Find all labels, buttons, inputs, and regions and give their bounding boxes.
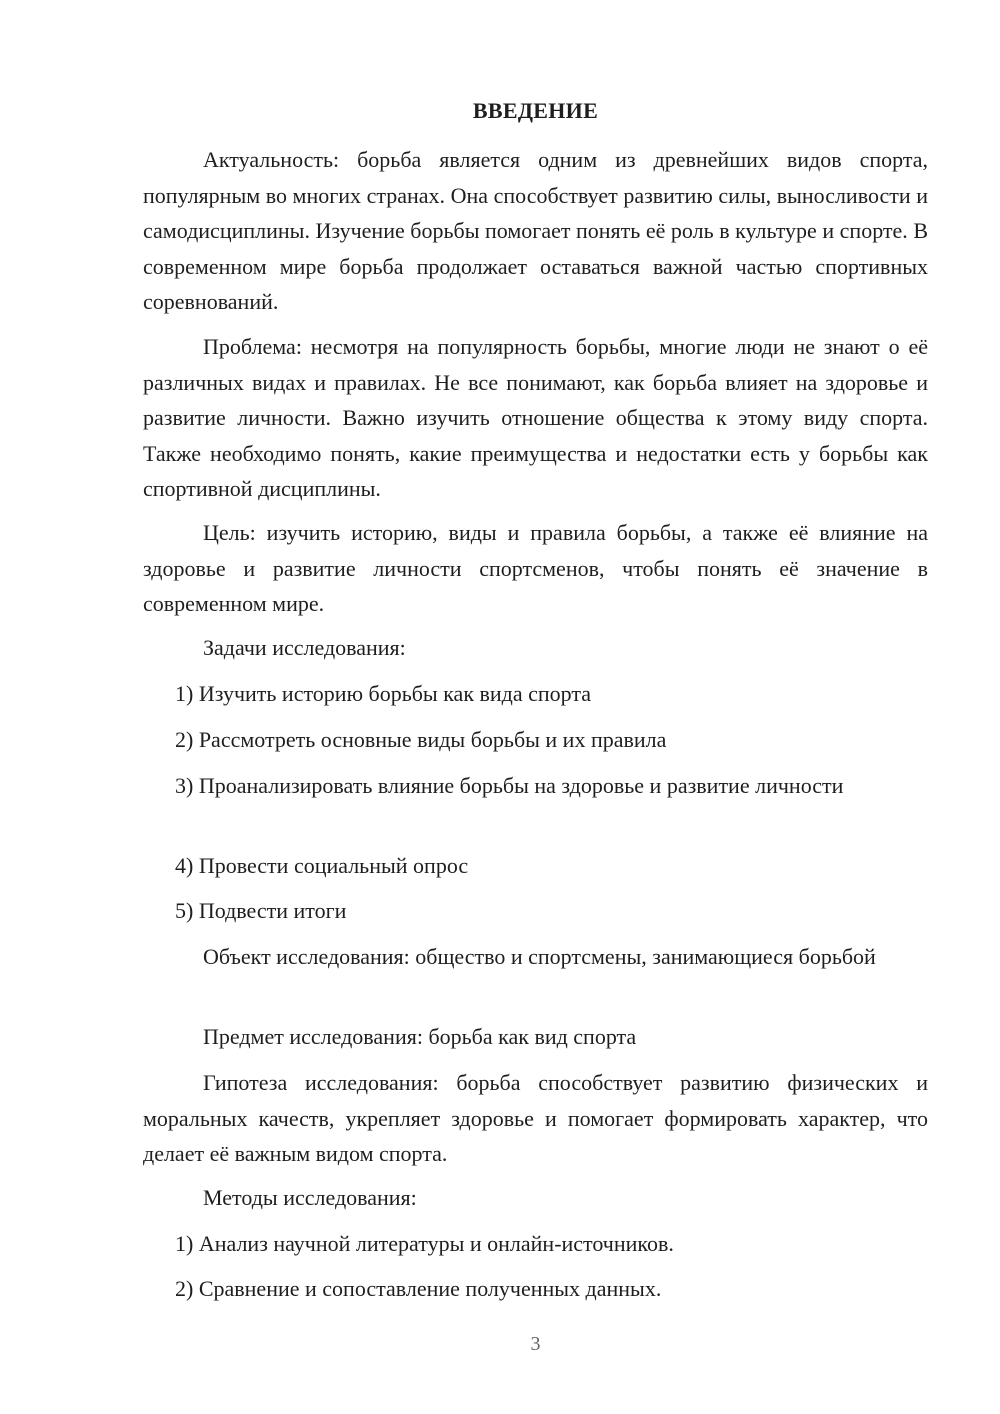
methods-heading: Методы исследования: xyxy=(203,1185,417,1210)
goal-paragraph: Цель: изучить историю, виды и правила борьбы, а также её влияние на здоровье и развитие личности спортсменов, чтобы понять её значение в современном мире. xyxy=(143,520,928,616)
relevance-paragraph: Актуальность: борьба является одним из древнейших видов спорта, популярным во многих странах. Она способствует развитию силы, выносливости и самодисциплины. Изучение борьбы помогает понять её роль в культуре и спорте. В современном мире борьба продолжает оставаться важной частью спортивных соревнований. xyxy=(143,147,928,314)
object-paragraph: Объект исследования: общество и спортсмены, занимающиеся борьбой xyxy=(203,944,876,969)
document-page xyxy=(143,0,928,1414)
task-item-1: 1) Изучить историю борьбы как вида спорта xyxy=(175,681,592,706)
method-item-1: 1) Анализ научной литературы и онлайн-источников. xyxy=(175,1231,674,1256)
task-item-2: 2) Рассмотреть основные виды борьбы и их правила xyxy=(175,727,667,752)
hypothesis-paragraph: Гипотеза исследования: борьба способствует развитию физических и моральных качеств, укрепляет здоровье и помогает формировать характер, что делает её важным видом спорта. xyxy=(143,1070,928,1166)
task-item-4: 4) Провести социальный опрос xyxy=(175,853,469,878)
page-number: 3 xyxy=(530,1333,541,1355)
subject-paragraph: Предмет исследования: борьба как вид спорта xyxy=(203,1024,637,1049)
task-item-3: 3) Проанализировать влияние борьбы на здоровье и развитие личности xyxy=(175,773,844,798)
method-item-2: 2) Сравнение и сопоставление полученных данных. xyxy=(175,1276,662,1301)
task-item-5: 5) Подвести итоги xyxy=(175,898,347,923)
page-title: ВВЕДЕНИЕ xyxy=(472,98,599,123)
problem-paragraph: Проблема: несмотря на популярность борьбы, многие люди не знают о её различных видах и правилах. Не все понимают, как борьба влияет на здоровье и развитие личности. Важно изучить отношение общества к этому виду спорта. Также необходимо понять, какие преимущества и недостатки есть у борьбы как спортивной дисциплины. xyxy=(143,334,928,501)
tasks-heading: Задачи исследования: xyxy=(203,635,406,660)
